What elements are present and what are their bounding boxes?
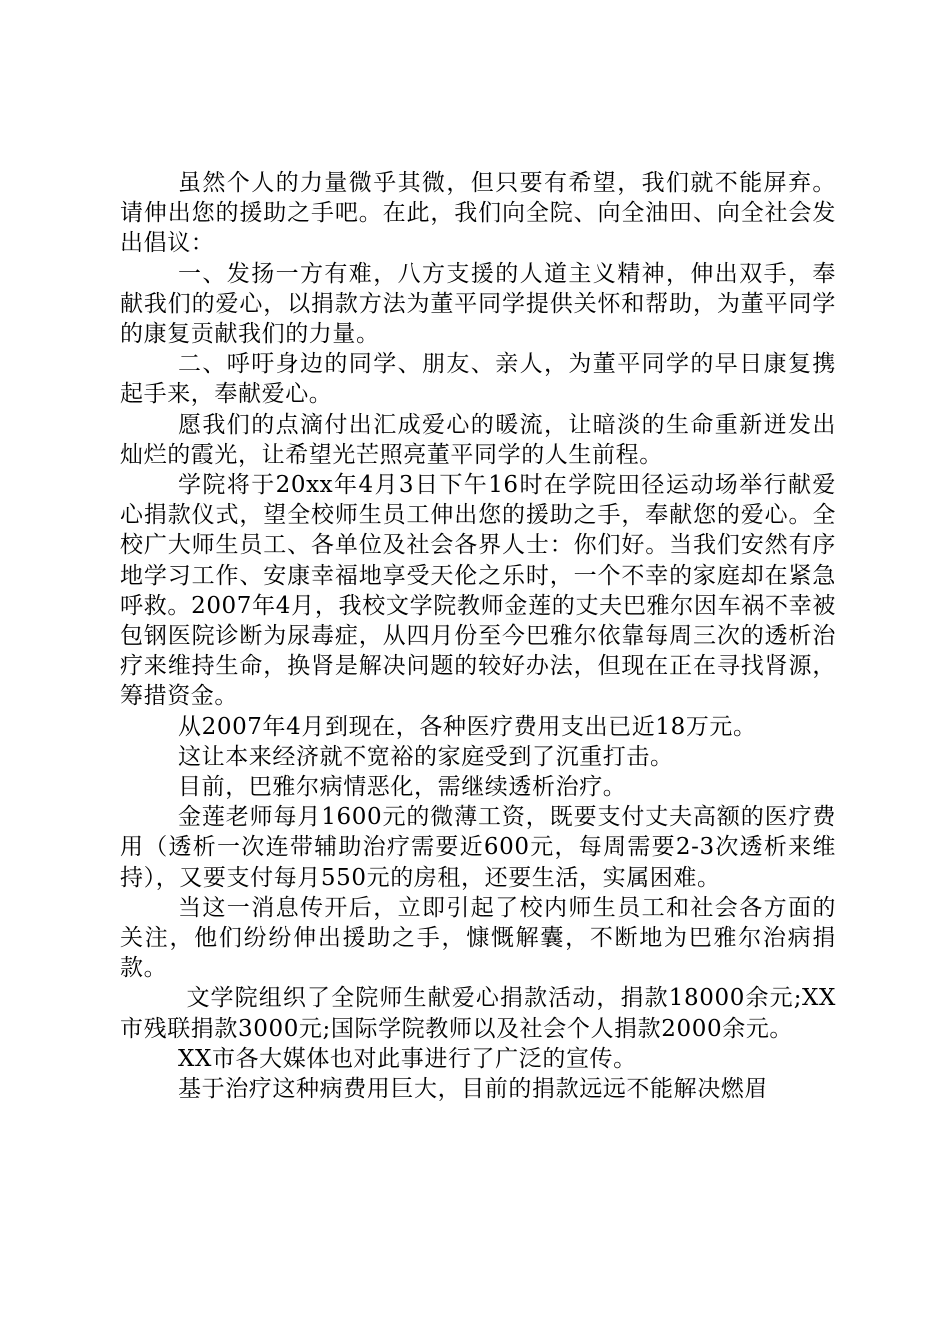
paragraph: 基于治疗这种病费用巨大，目前的捐款远远不能解决燃眉 [178, 1076, 768, 1103]
paragraph: 金莲老师每月1600元的微薄工资，既要支付丈夫高额的医疗费用（透析一次连带辅助治疗需要近600元，每周需要2-3次透析来维持），又要支付每月550元的房租，还要生活，实属困难。 [120, 804, 836, 891]
document-page [120, 168, 836, 1104]
paragraph: 二、呼吁身边的同学、朋友、亲人，为董平同学的早日康复携起手来，奉献爱心。 [120, 351, 836, 408]
paragraph: 虽然个人的力量微乎其微，但只要有希望，我们就不能屏弃。请伸出您的援助之手吧。在此，我们向全院、向全油田、向全社会发出倡议： [120, 170, 836, 257]
paragraph: 当这一消息传开后，立即引起了校内师生员工和社会各方面的关注，他们纷纷伸出援助之手，慷慨解囊，不断地为巴雅尔治病捐款。 [120, 894, 836, 982]
paragraph: 愿我们的点滴付出汇成爱心的暖流，让暗淡的生命重新迸发出灿烂的霞光，让希望光芒照亮董平同学的人生前程。 [120, 411, 836, 468]
paragraph: 这让本来经济就不宽裕的家庭受到了沉重打击。 [178, 743, 674, 770]
paragraph: 文学院组织了全院师生献爱心捐款活动，捐款18000余元;XX市残联捐款3000元;国际学院教师以及社会个人捐款2000余元。 [120, 985, 836, 1042]
paragraph: 从2007年4月到现在，各种医疗费用支出已近18万元。 [178, 713, 757, 740]
paragraph: 目前，巴雅尔病情恶化，需继续透析治疗。 [178, 774, 627, 801]
paragraph: 一、发扬一方有难，八方支援的人道主义精神，伸出双手，奉献我们的爱心，以捐款方法为董平同学提供关怀和帮助，为董平同学的康复贡献我们的力量。 [120, 260, 836, 348]
paragraph: XX市各大媒体也对此事进行了广泛的宣传。 [178, 1045, 637, 1072]
paragraph: 学院将于20xx年4月3日下午16时在学院田径运动场举行献爱心捐款仪式，望全校师生员工伸出您的援助之手，奉献您的爱心。全校广大师生员工、各单位及社会各界人士：你们好。当我们安然有序地学习工作、安康幸福地享受天伦之乐时，一个不幸的家庭却在紧急呼救。2007年4月，我校文学院教师金莲的丈夫巴雅尔因车祸不幸被包钢医院诊断为尿毒症，从四月份至今巴雅尔依靠每周三次的透析治疗来维持生命，换肾是解决问题的较好办法，但现在正在寻找肾源，筹措资金。 [120, 472, 836, 710]
